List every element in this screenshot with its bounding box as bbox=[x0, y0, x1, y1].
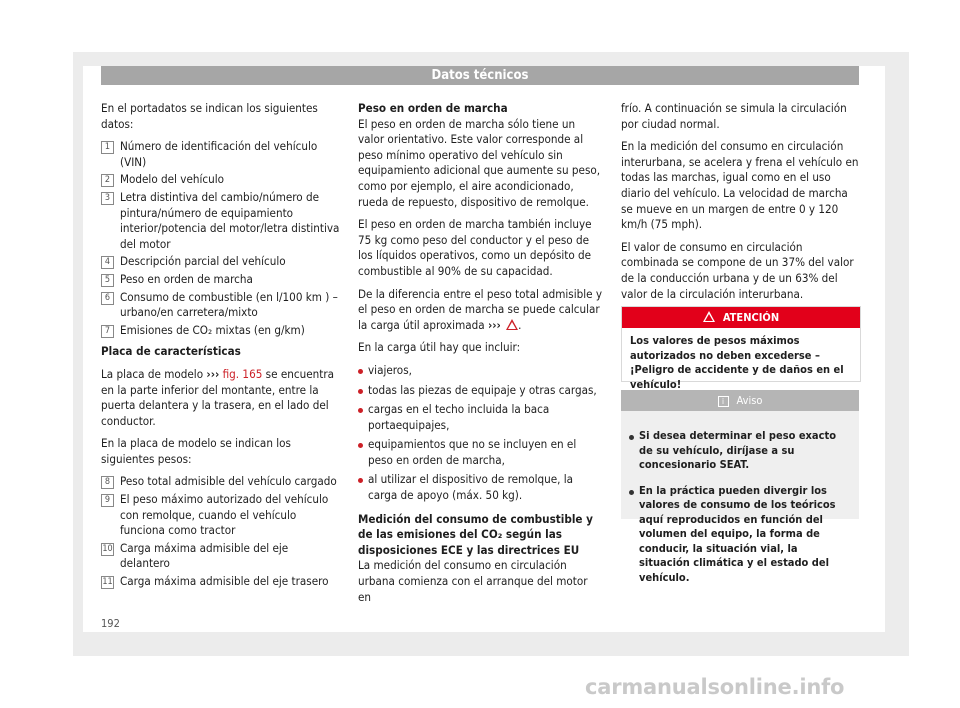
bullet-item: En la práctica pueden divergir los valores de consumo de los teóricos aquí reproducidos en función del volumen del equipo, la forma de conducir, la situación vial, la situación climática y el estado del vehículo. bbox=[629, 484, 851, 586]
plate-heading: Placa de características bbox=[101, 344, 241, 359]
warning-title: ATENCIÓN bbox=[722, 311, 780, 324]
numbered-item bbox=[101, 254, 341, 270]
numbered-item bbox=[101, 474, 341, 490]
item-text: Carga máxima admisible del eje delantero bbox=[120, 540, 289, 571]
section-header: Datos técnicos bbox=[101, 66, 859, 85]
consumption-p3: En la medición del consumo en circulación interurbana, se acelera y frena el vehículo en todas las marchas, igual como en el uso diario del vehículo. La velocidad de marcha se mueve en un margen de entre 0 y 120 km/h (75 mph). bbox=[621, 139, 859, 232]
item-number-badge: 5 bbox=[101, 274, 114, 287]
numbered-item bbox=[101, 272, 341, 288]
column-left bbox=[101, 101, 341, 592]
bullet-item: todas las piezas de equipaje y otras cargas, bbox=[358, 383, 603, 399]
item-number-badge: 1 bbox=[101, 141, 114, 154]
weight-p4: En la carga útil hay que incluir: bbox=[358, 340, 521, 355]
warning-triangle-icon[interactable] bbox=[506, 319, 518, 330]
bullet-item: viajeros, bbox=[358, 363, 603, 379]
note-bullets bbox=[621, 411, 859, 596]
note-header bbox=[621, 390, 859, 411]
item-number-badge: 9 bbox=[101, 494, 114, 507]
numbered-item bbox=[101, 190, 341, 252]
data-plate-list bbox=[101, 139, 341, 338]
weight-p3: De la diferencia entre el peso total admisible y el peso en orden de marcha se puede calcular la carga útil aproximada ››› . bbox=[358, 286, 603, 332]
item-number-badge: 11 bbox=[102, 577, 113, 588]
consumption-heading: Medición del consumo de combustible y de las emisiones del CO₂ según las disposiciones ECE y las directrices EU bbox=[358, 511, 593, 557]
item-text: Número de identificación del vehículo (VIN) bbox=[120, 139, 318, 169]
warning-icon bbox=[703, 311, 715, 322]
item-text: El peso máximo autorizado del vehículo con remolque, cuando el vehículo funciona como tractor bbox=[120, 492, 329, 538]
watermark: carmanualsonline.info bbox=[585, 675, 845, 699]
figure-link[interactable]: fig. 165 bbox=[222, 366, 263, 381]
plate-intro: En la placa de modelo se indican los siguientes pesos: bbox=[101, 436, 291, 466]
column-right bbox=[621, 101, 861, 309]
numbered-item bbox=[101, 139, 341, 170]
item-number-badge: 4 bbox=[101, 256, 114, 269]
column-middle bbox=[358, 101, 603, 612]
consumption-p2: frío. A continuación se simula la circulación por ciudad normal. bbox=[621, 101, 847, 131]
payload-bullets bbox=[358, 363, 603, 504]
weight-p1: El peso en orden de marcha sólo tiene un valor orientativo. Este valor corresponde al peso mínimo operativo del vehículo sin equipamiento adicional que aumente su peso, como por ejemplo, el aire acondicionado, rueda de repuesto, dispositivo de remolque. bbox=[358, 116, 601, 209]
numbered-item bbox=[101, 574, 341, 590]
item-text: Descripción parcial del vehículo bbox=[120, 254, 286, 269]
warning-text: Los valores de pesos máximos autorizados no deben excederse – ¡Peligro de accidente y de daños en el vehículo! bbox=[630, 334, 844, 391]
warning-box bbox=[621, 306, 861, 391]
weights-list bbox=[101, 474, 341, 589]
consumption-p4: El valor de consumo en circulación combinada se compone de un 37% del valor de la conducción urbana y de un 63% del valor de la circulación interurbana. bbox=[621, 239, 854, 301]
item-number-badge: 3 bbox=[101, 192, 114, 205]
item-text: Peso en orden de marcha bbox=[120, 271, 253, 286]
bullet-item: al utilizar el dispositivo de remolque, la carga de apoyo (máx. 50 kg). bbox=[358, 472, 603, 503]
item-number-badge: 6 bbox=[101, 292, 114, 305]
item-number-badge: 10 bbox=[102, 543, 113, 554]
numbered-item bbox=[101, 290, 341, 321]
numbered-item bbox=[101, 541, 341, 572]
item-text: Peso total admisible del vehículo cargado bbox=[120, 474, 337, 489]
item-text: Consumo de combustible (en l/100 km ) – urbano/en carretera/mixto bbox=[120, 289, 338, 320]
item-text: Letra distintiva del cambio/número de pintura/número de equipamiento interior/potencia del motor/letra distintiva del motor bbox=[120, 189, 340, 251]
page-number: 192 bbox=[101, 617, 120, 630]
item-text: Modelo del vehículo bbox=[120, 172, 224, 187]
item-text: Emisiones de CO₂ mixtas (en g/km) bbox=[120, 322, 305, 337]
ref-arrows: ››› bbox=[487, 317, 501, 332]
plate-paragraph: La placa de modelo ››› fig. 165 se encuentra en la parte inferior del montante, entre la puerta delantera y la trasera, en el lado del conductor. bbox=[101, 366, 334, 428]
item-number-badge: 2 bbox=[101, 174, 114, 187]
item-number-badge: 8 bbox=[101, 476, 114, 489]
numbered-item bbox=[101, 172, 341, 188]
intro-text: En el portadatos se indican los siguientes datos: bbox=[101, 101, 318, 131]
info-icon: i bbox=[718, 396, 729, 407]
weight-p2: El peso en orden de marcha también incluye 75 kg como peso del conductor y el peso de los líquidos operativos, como un depósito de combustible al 90% de su capacidad. bbox=[358, 217, 592, 278]
bullet-item: equipamientos que no se incluyen en el peso en orden de marcha, bbox=[358, 437, 603, 468]
item-text: Carga máxima admisible del eje trasero bbox=[120, 574, 329, 589]
weight-heading: Peso en orden de marcha bbox=[358, 101, 508, 115]
numbered-item bbox=[101, 492, 341, 539]
bullet-item: Si desea determinar el peso exacto de su vehículo, diríjase a su concesionario SEAT. bbox=[629, 429, 851, 473]
consumption-p1: La medición del consumo en circulación urbana comienza con el arranque del motor en bbox=[358, 558, 588, 604]
note-title: Aviso bbox=[736, 394, 763, 407]
item-number-badge: 7 bbox=[101, 325, 114, 338]
warning-header bbox=[622, 307, 860, 328]
ref-arrows: ››› bbox=[206, 366, 220, 381]
bullet-item: cargas en el techo incluida la baca portaequipajes, bbox=[358, 402, 603, 433]
note-box bbox=[621, 390, 859, 584]
numbered-item bbox=[101, 323, 341, 339]
